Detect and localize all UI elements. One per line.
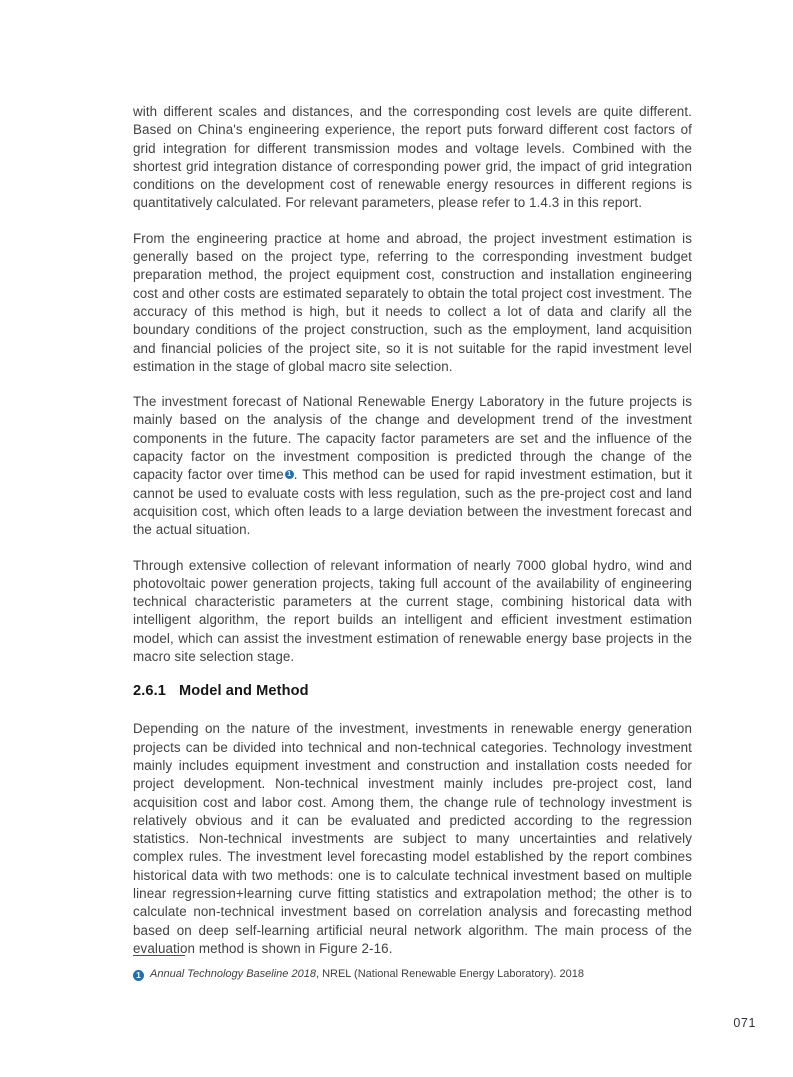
paragraph-model-method: Depending on the nature of the investment, investments in renewable energy generation projects can be divided into technical and non-technical categories. Technology investment mainly includes equipment investment and construction and installation costs needed for project development. Non-technical investment mainly includes pre-project cost, land acquisition cost and labor cost. Among them, the change rule of technology investment is relatively obvious and it can be evaluated and predicted according to the regression statistics. Non-technical investments are subject to many uncertainties and relatively complex rules. The investment level forecasting model established by the report combines historical data with two methods: one is to calculate technical investment based on multiple linear regression+learning curve fitting statistics and extrapolation method; the other is to calculate non-technical investment based on correlation analysis and forecasting method based on deep self-learning artificial neural network algorithm. The main process of the evaluation method is shown in Figure 2-16. [133, 721, 692, 956]
paragraph-data-collection: Through extensive collection of relevant information of nearly 7000 global hydro, wind and photovoltaic power generation projects, taking full account of the availability of engineering technical characteristic parameters at the current stage, combining historical data with intelligent algorithm, the report builds an intelligent and efficient investment estimation model, which can assist the investment estimation of renewable energy base projects in the macro site selection stage. [133, 557, 692, 665]
footnote [133, 967, 692, 982]
footnote-number-icon: 1 [133, 970, 144, 981]
paragraph-nrel-forecast [133, 393, 692, 539]
footnote-source-title: Annual Technology Baseline 2018 [150, 968, 316, 980]
section-title: Model and Method [178, 683, 309, 700]
section-heading [133, 683, 692, 700]
footnote-area [133, 955, 692, 982]
footnote-source-rest: , NREL (National Renewable Energy Laboratory). 2018 [315, 968, 584, 980]
footnote-divider [133, 955, 185, 956]
paragraph-engineering-practice: From the engineering practice at home and abroad, the project investment estimation is generally based on the project type, referring to the corresponding investment budget preparation method, the project equipment cost, construction and installation engineering cost and other costs are estimated separately to obtain the total project cost investment. The accuracy of this method is high, but it needs to collect a lot of data and clarify all the boundary conditions of the project construction, such as the employment, land acquisition and financial policies of the project site, so it is not suitable for the rapid investment level estimation in the stage of global macro site selection. [133, 230, 692, 374]
page-content [133, 103, 692, 975]
footnote-marker-icon: 1 [285, 470, 294, 479]
paragraph-grid-integration: with different scales and distances, and the corresponding cost levels are quite different. Based on China's engineering experience, the report puts forward different cost factors of grid integration for different transmission modes and voltage levels. Combined with the shortest grid integration distance of corresponding power grid, the impact of grid integration conditions on the development cost of renewable energy resources in different regions is quantitatively calculated. For relevant parameters, please refer to 1.4.3 in this report. [133, 104, 692, 211]
page-number: 071 [733, 1016, 756, 1030]
section-number: 2.6.1 [133, 683, 166, 700]
paragraph-nrel-text-after-marker: . This method can be used for rapid investment estimation, but it cannot be used to evaluate costs with less regulation, such as the pre-project cost and land acquisition cost, which often leads to a large deviation between the investment forecast and the actual situation. [133, 467, 692, 538]
paragraph-nrel-text-before-marker: The investment forecast of National Renewable Energy Laboratory in the future projects is mainly based on the analysis of the change and development trend of the investment components in the future. The capacity factor parameters are set and the influence of the capacity factor on the investment composition is predicted through the change of the capacity factor over time [133, 394, 692, 483]
